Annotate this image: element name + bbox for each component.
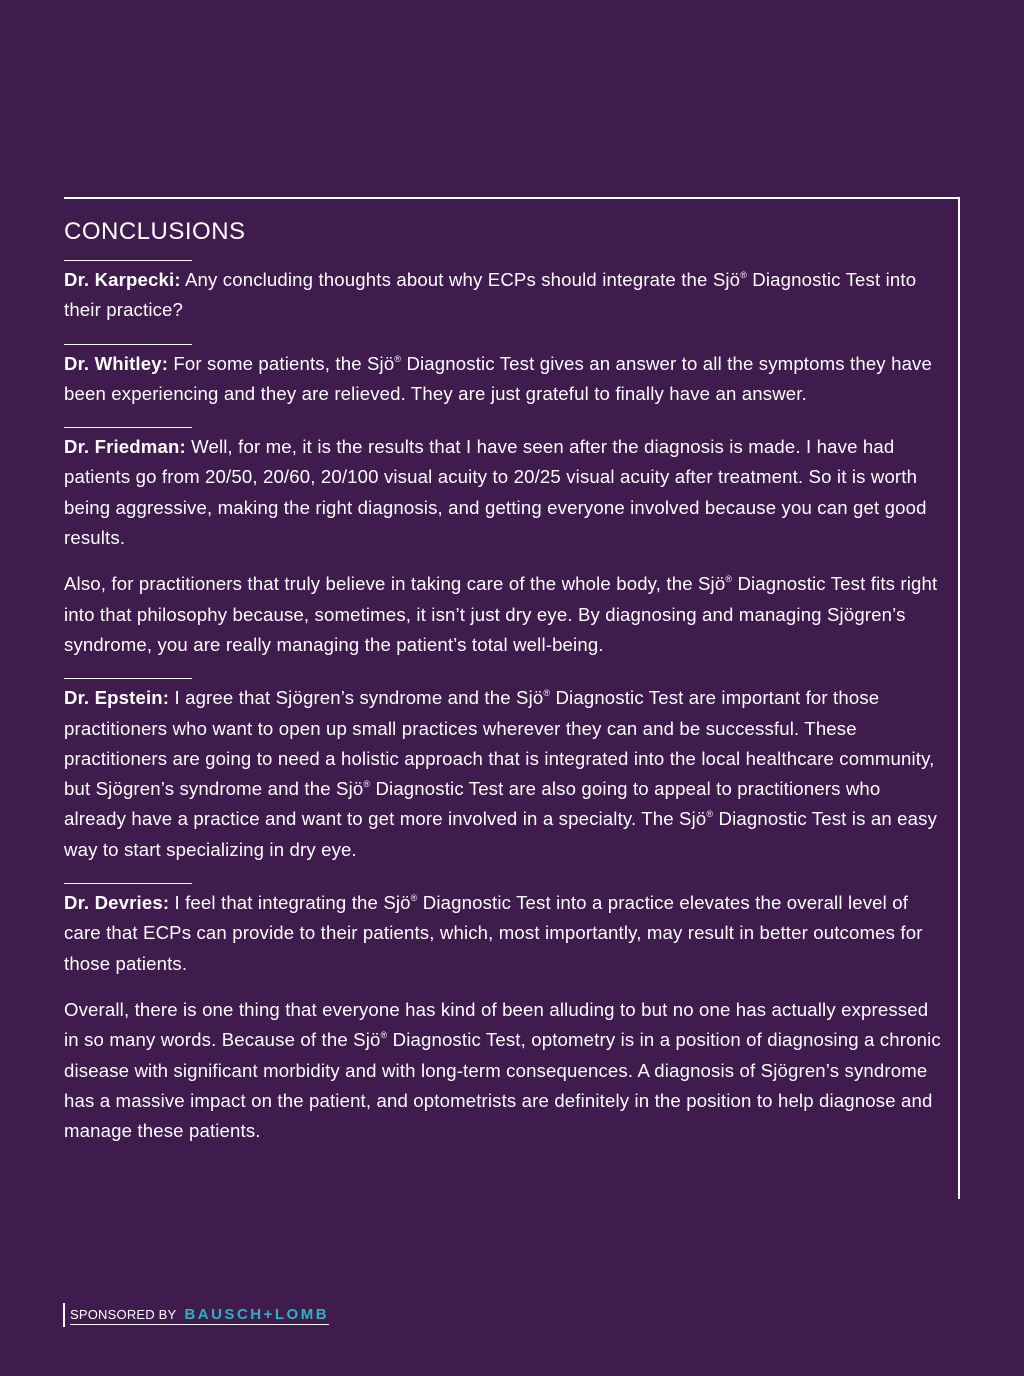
bausch-lomb-logo: BAUSCH+LOMB <box>184 1305 330 1323</box>
speaker-entry <box>64 883 944 1146</box>
sponsor-footer <box>63 1303 329 1327</box>
speaker-rule <box>64 344 192 345</box>
speaker-name: Dr. Whitley: <box>64 352 169 374</box>
sponsor-line <box>70 1306 329 1325</box>
section-title: CONCLUSIONS <box>64 218 246 245</box>
entry-paragraph: Dr. Karpecki: Any concluding thoughts about why ECPs should integrate the Sjö® Diagnostic Test into their practice? <box>64 269 917 321</box>
speaker-entry <box>64 427 944 660</box>
registered-mark: ® <box>543 688 551 699</box>
speaker-rule <box>64 678 192 679</box>
speaker-entry <box>64 344 944 410</box>
speaker-entry <box>64 260 944 326</box>
entry-paragraph: Also, for practitioners that truly believe in taking care of the whole body, the Sjö® Diagnostic Test fits right into that philosophy because, sometimes, it isn’t just dry eye. By diagnosing and managing Sjögren’s syndrome, you are really managing the patient’s total well-being. <box>64 573 938 655</box>
footer-bar <box>63 1303 65 1327</box>
speaker-name: Dr. Karpecki: <box>64 269 181 290</box>
speaker-entry <box>64 678 944 865</box>
entry-paragraph: Dr. Friedman: Well, for me, it is the results that I have seen after the diagnosis is made. I have had patients go from 20/50, 20/60, 20/100 visual acuity to 20/25 visual acuity after treatment. So it is worth being aggressive, making the right diagnosis, and getting everyone involved because you can get good results. <box>64 436 927 549</box>
registered-mark: ® <box>706 809 714 820</box>
registered-mark: ® <box>363 779 371 790</box>
entry-paragraph: Overall, there is one thing that everyone has kind of been alluding to but no one has actually expressed in so many words. Because of the Sjö® Diagnostic Test, optometry is in a position of diagnosing a chronic disease with significant morbidity and with long-term consequences. A diagnosis of Sjögren’s syndrome has a massive impact on the patient, and optometrists are definitely in the position to help diagnose and manage these patients. <box>64 998 941 1142</box>
speaker-rule <box>64 427 192 428</box>
conversation <box>64 260 944 1146</box>
sponsored-by-label: SPONSORED BY <box>70 1306 177 1322</box>
speaker-rule <box>64 883 192 884</box>
registered-mark: ® <box>740 270 747 280</box>
registered-mark: ® <box>725 574 733 585</box>
speaker-rule <box>64 260 192 261</box>
registered-mark: ® <box>410 893 418 904</box>
entry-paragraph: Dr. Whitley: For some patients, the Sjö® Diagnostic Test gives an answer to all the symptoms they have been experiencing and they are relieved. They are just grateful to finally have an answer. <box>64 352 932 404</box>
article <box>64 214 944 1164</box>
speaker-name: Dr. Devries: <box>64 892 170 914</box>
speaker-name: Dr. Epstein: <box>64 687 170 709</box>
speaker-name: Dr. Friedman: <box>64 436 186 458</box>
entry-paragraph: Dr. Devries: I feel that integrating the Sjö® Diagnostic Test into a practice elevates the overall level of care that ECPs can provide to their patients, which, most importantly, may result in better outcomes for those patients. <box>64 892 923 974</box>
registered-mark: ® <box>380 1030 388 1041</box>
entry-paragraph: Dr. Epstein: I agree that Sjögren’s syndrome and the Sjö® Diagnostic Test are important for those practitioners who want to open up small practices wherever they can and be successful. These practitioners are going to need a holistic approach that is integrated into the local healthcare community, but Sjögren’s syndrome and the Sjö® Diagnostic Test are also going to appeal to practitioners who already have a practice and want to get more involved in a specialty. The Sjö® Diagnostic Test is an easy way to start specializing in dry eye. <box>64 687 938 860</box>
registered-mark: ® <box>394 353 402 364</box>
